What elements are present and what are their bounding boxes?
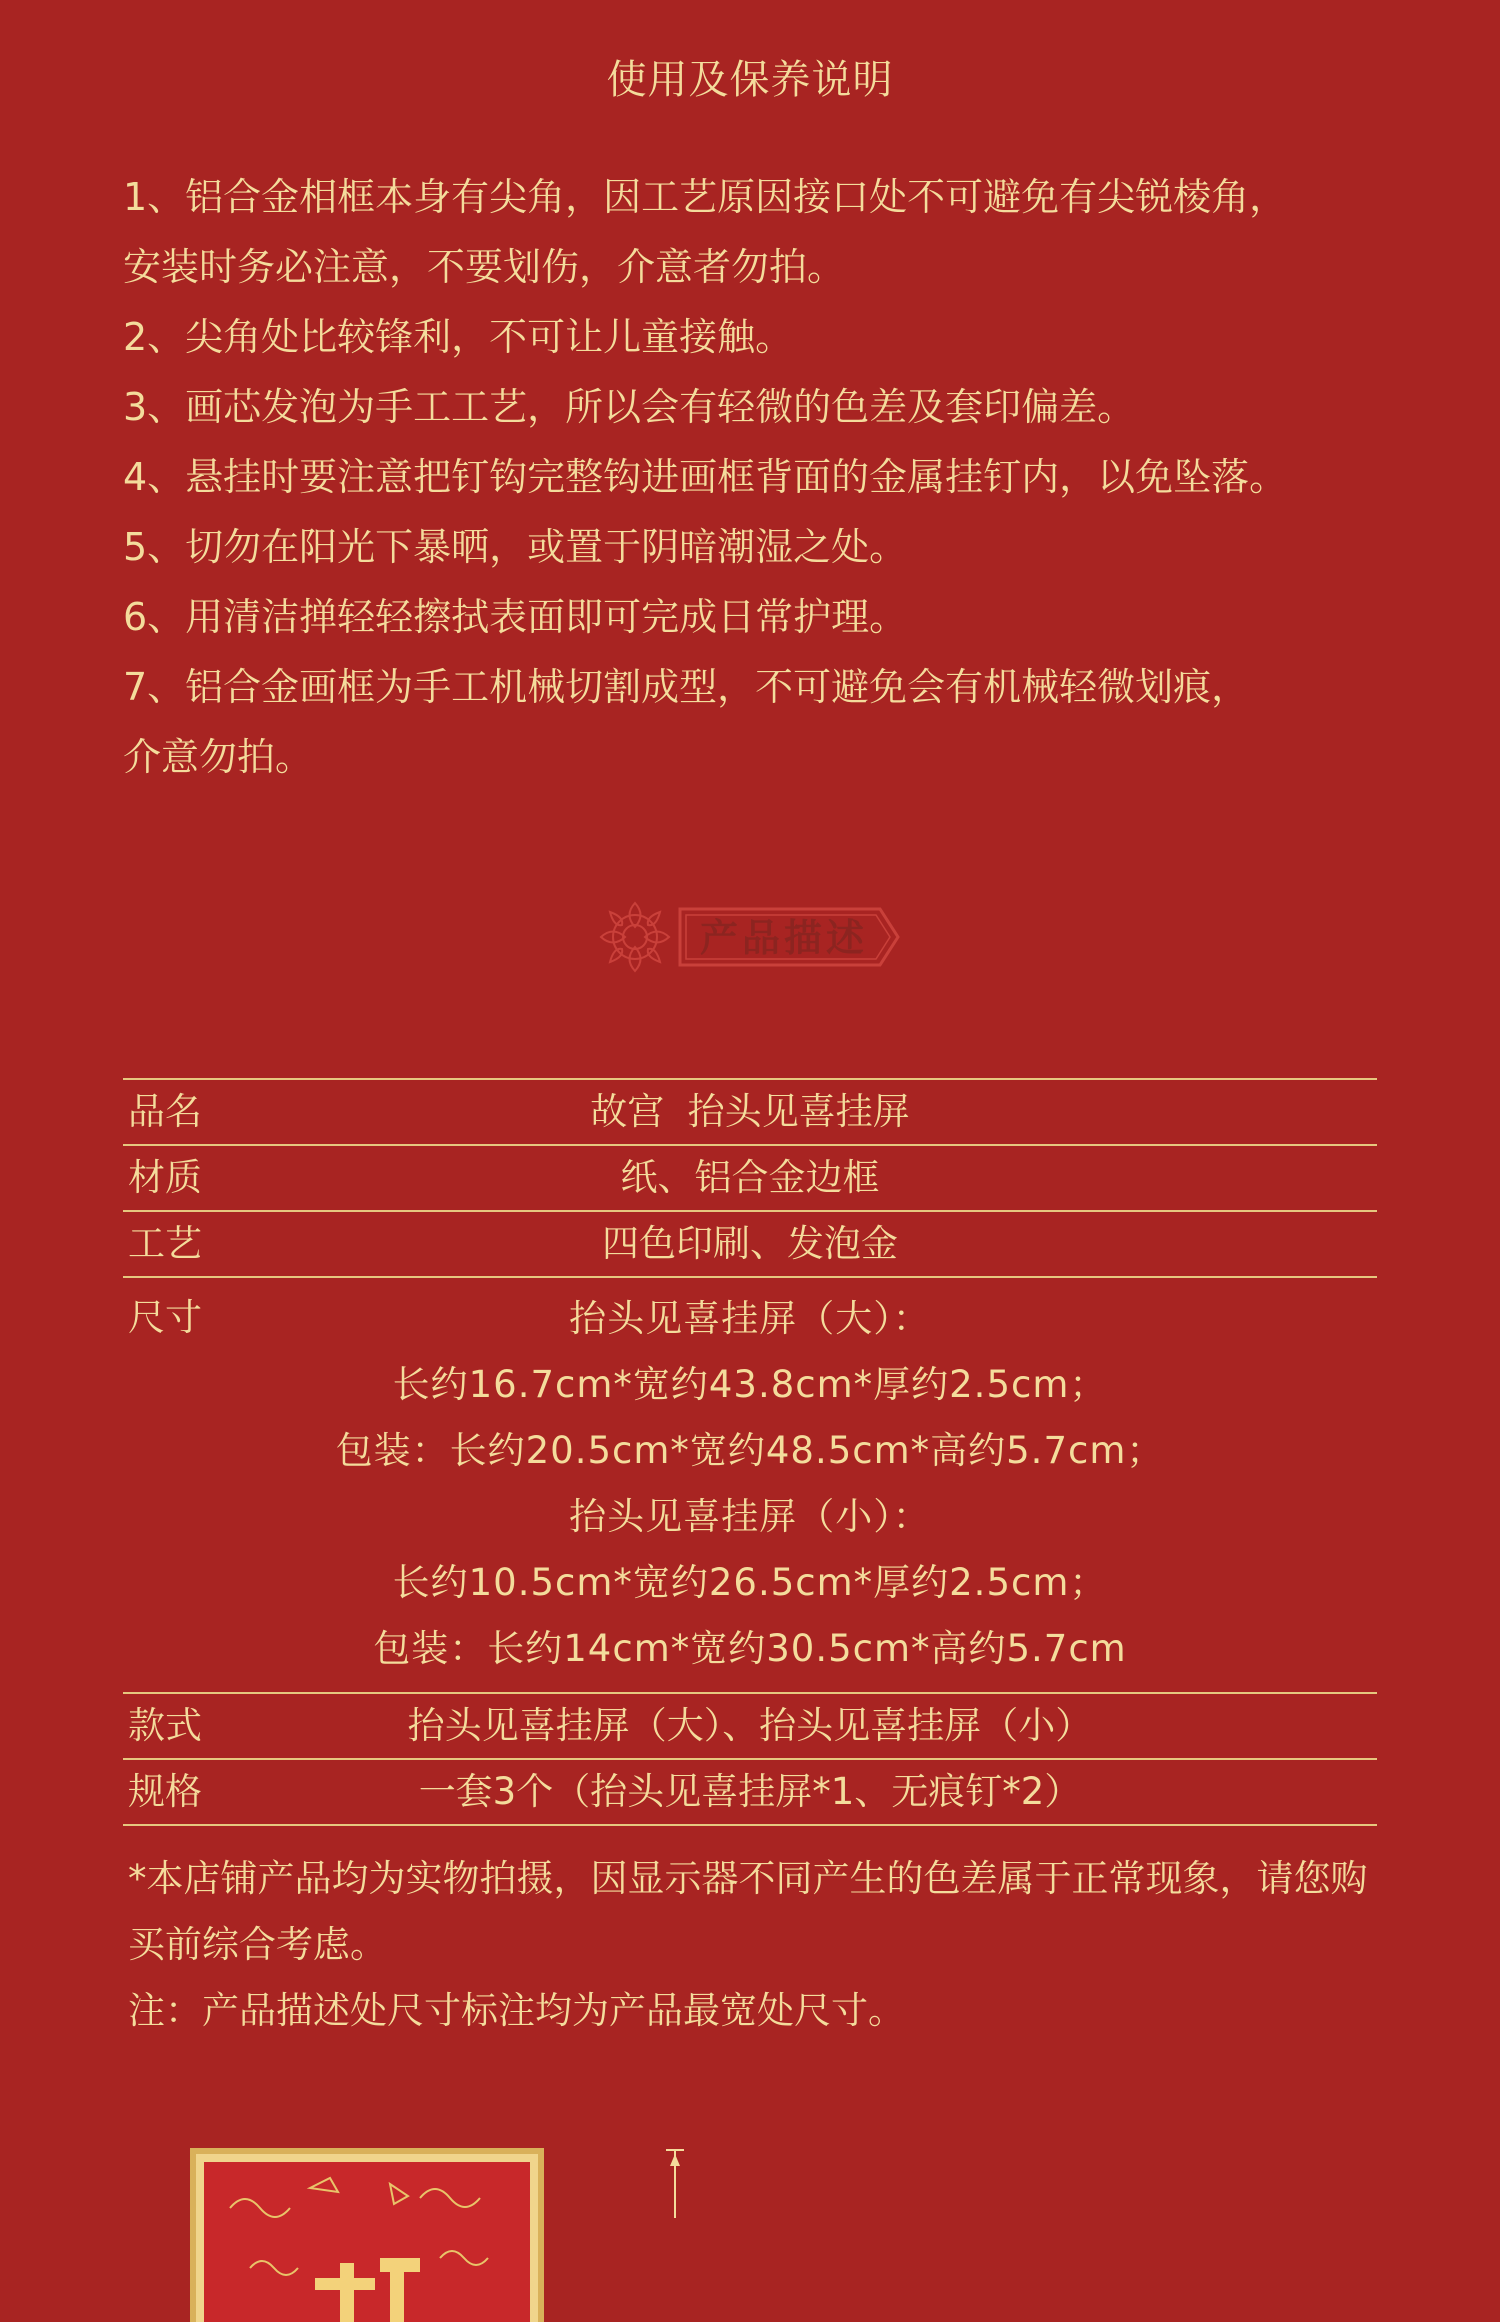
footnotes xyxy=(128,1846,1388,2044)
spec-key: 品名 xyxy=(128,1090,202,1133)
spec-value xyxy=(123,1278,1377,1692)
usage-notes xyxy=(123,162,1383,792)
product-description-badge xyxy=(580,885,910,990)
spec-value: 四色印刷、发泡金 xyxy=(602,1222,898,1265)
size-line: 包装：长约20.5cm*宽约48.5cm*高约5.7cm； xyxy=(335,1429,1165,1472)
spec-row-style xyxy=(123,1694,1377,1760)
usage-note-line: 安装时务必注意，不要划伤，介意者勿拍。 xyxy=(123,245,846,289)
spec-value: 抬头见喜挂屏（大）、抬头见喜挂屏（小） xyxy=(407,1704,1093,1747)
footnote-line: 买前综合考虑。 xyxy=(128,1923,387,1966)
spec-key: 款式 xyxy=(128,1704,202,1747)
spec-row-name xyxy=(123,1080,1377,1146)
spec-row-spec xyxy=(123,1760,1377,1826)
spec-row-material xyxy=(123,1146,1377,1212)
usage-note-line: 2、尖角处比较锋利，不可让儿童接触。 xyxy=(123,315,794,359)
usage-note-line: 1、铝合金相框本身有尖角，因工艺原因接口处不可避免有尖锐棱角， xyxy=(123,175,1288,219)
dimension-arrow-icon xyxy=(660,2148,690,2223)
size-line: 长约10.5cm*宽约26.5cm*厚约2.5cm； xyxy=(392,1561,1108,1604)
spec-table xyxy=(123,1078,1377,1826)
usage-note-line: 7、铝合金画框为手工机械切割成型，不可避免会有机械轻微划痕， xyxy=(123,665,1250,709)
product-image xyxy=(190,2148,544,2322)
spec-key: 工艺 xyxy=(128,1222,202,1265)
spec-key: 尺寸 xyxy=(128,1296,202,1339)
spec-key: 材质 xyxy=(128,1156,202,1199)
usage-note-line: 5、切勿在阳光下暴晒，或置于阴暗潮湿之处。 xyxy=(123,525,908,569)
usage-note-line: 3、画芯发泡为手工工艺，所以会有轻微的色差及套印偏差。 xyxy=(123,385,1136,429)
spec-value: 一套3个（抬头见喜挂屏*1、无痕钉*2） xyxy=(418,1770,1082,1813)
size-line: 抬头见喜挂屏（小）： xyxy=(569,1495,931,1538)
size-line: 抬头见喜挂屏（大）： xyxy=(569,1297,931,1340)
spec-row-size xyxy=(123,1278,1377,1694)
badge-label: 产品描述 xyxy=(700,915,869,960)
spec-value: 故宫 抬头见喜挂屏 xyxy=(590,1090,910,1133)
footnote-line: 注：产品描述处尺寸标注均为产品最宽处尺寸。 xyxy=(128,1989,905,2032)
usage-note-line: 4、悬挂时要注意把钉钩完整钩进画框背面的金属挂钉内，以免坠落。 xyxy=(123,455,1288,499)
usage-note-line: 6、用清洁掸轻轻擦拭表面即可完成日常护理。 xyxy=(123,595,908,639)
page-title: 使用及保养说明 xyxy=(606,57,894,103)
size-line: 包装：长约14cm*宽约30.5cm*高约5.7cm xyxy=(373,1627,1127,1670)
footnote-line: *本店铺产品均为实物拍摄，因显示器不同产生的色差属于正常现象，请您购 xyxy=(128,1857,1368,1900)
spec-value: 纸、铝合金边框 xyxy=(620,1156,880,1199)
spec-key: 规格 xyxy=(128,1770,202,1813)
size-line: 长约16.7cm*宽约43.8cm*厚约2.5cm； xyxy=(392,1363,1108,1406)
usage-note-line: 介意勿拍。 xyxy=(123,735,314,779)
spec-row-craft xyxy=(123,1212,1377,1278)
hanging-screen-picture xyxy=(190,2148,544,2322)
